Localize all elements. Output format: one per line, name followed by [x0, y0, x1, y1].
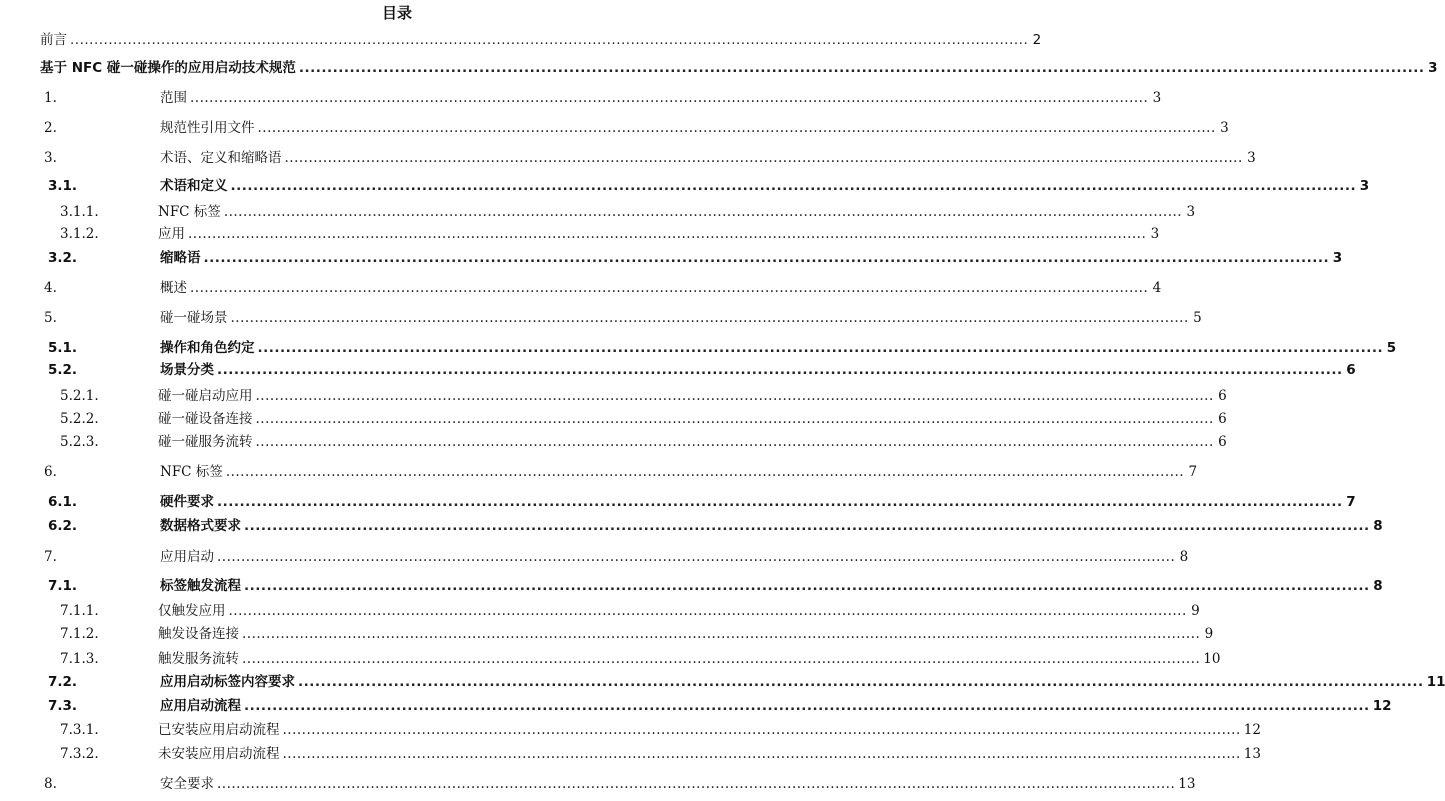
toc-entry-number: 6.1.	[48, 494, 78, 510]
toc-entry[interactable]	[0, 244, 1343, 266]
toc-entry[interactable]	[0, 512, 1383, 534]
toc-entry-page: 4	[1152, 280, 1162, 296]
toc-leader-dots: ........................................................................................................................................................................................................	[298, 60, 1425, 76]
toc-leader-dots: ........................................................................................................................................................................................................	[230, 310, 1189, 326]
toc-entry[interactable]	[0, 620, 1214, 642]
toc-entry-label: 标签触发流程	[160, 578, 241, 594]
toc-entry-label: 碰一碰服务流转	[158, 434, 253, 450]
toc-leader-dots: ........................................................................................................................................................................................................	[223, 204, 1183, 220]
toc-leader-dots: ........................................................................................................................................................................................................	[217, 494, 1343, 510]
toc-entry-number: 7.3.2.	[60, 746, 99, 762]
toc-entry-number: 6.	[44, 464, 57, 480]
toc-leader-dots: ........................................................................................................................................................................................................	[244, 518, 1370, 534]
toc-entry-number: 5.1.	[48, 340, 78, 356]
toc-entry[interactable]	[0, 84, 1162, 106]
toc-entry-number: 5.2.3.	[60, 434, 99, 450]
toc-entry-page: 13	[1178, 776, 1196, 792]
toc-leader-dots: ........................................................................................................................................................................................................	[255, 388, 1214, 404]
toc-leader-dots: ........................................................................................................................................................................................................	[70, 32, 1029, 48]
toc-entry-label: 未安装应用启动流程	[158, 746, 280, 762]
toc-entry-page: 3	[1152, 90, 1162, 106]
toc-entry-label: 仅触发应用	[158, 603, 226, 619]
toc-entry[interactable]	[0, 597, 1200, 619]
toc-entry-number: 2.	[44, 120, 57, 136]
toc-entry-page: 3	[1332, 250, 1343, 266]
toc-leader-dots: ........................................................................................................................................................................................................	[190, 90, 1149, 106]
toc-entry-label: 前言	[40, 32, 67, 48]
toc-entry-number: 3.	[44, 150, 57, 166]
toc-entry-page: 6	[1218, 388, 1227, 404]
toc-entry-page: 9	[1191, 603, 1200, 619]
toc-entry-number: 7.2.	[48, 674, 78, 690]
toc-entry-number: 1.	[44, 90, 57, 106]
toc-entry-number: 7.1.1.	[60, 603, 99, 619]
toc-entry-page: 3	[1247, 150, 1256, 166]
toc-entry-label: 硬件要求	[160, 494, 214, 510]
toc-entry[interactable]	[0, 304, 1202, 326]
toc-entry-label: 应用启动流程	[160, 698, 241, 714]
toc-entry[interactable]	[0, 543, 1189, 565]
toc-leader-dots: ........................................................................................................................................................................................................	[244, 698, 1370, 714]
toc-leader-dots: ........................................................................................................................................................................................................	[188, 226, 1147, 242]
toc-entry-page: 3	[1150, 226, 1160, 242]
toc-entry-number: 5.2.1.	[60, 388, 99, 404]
toc-entry-label: 规范性引用文件	[160, 120, 255, 136]
toc-entry-page: 3	[1186, 204, 1196, 220]
toc-leader-dots: ........................................................................................................................................................................................................	[284, 150, 1243, 166]
toc-entry-label: 应用	[158, 226, 185, 242]
toc-entry-label: 碰一碰设备连接	[158, 411, 253, 427]
toc-entry-number: 7.	[44, 549, 57, 565]
toc-leader-dots: ........................................................................................................................................................................................................	[255, 434, 1214, 450]
toc-entry[interactable]	[0, 220, 1160, 242]
toc-entry-page: 13	[1243, 746, 1261, 762]
toc-entry[interactable]	[0, 54, 1438, 76]
toc-entry[interactable]	[0, 172, 1370, 194]
toc-entry-number: 5.	[44, 310, 57, 326]
toc-leader-dots: ........................................................................................................................................................................................................	[217, 549, 1176, 565]
toc-entry-number: 4.	[44, 280, 57, 296]
toc-entry[interactable]	[0, 356, 1356, 378]
toc-entry[interactable]	[0, 668, 1445, 690]
toc-entry-number: 3.2.	[48, 250, 78, 266]
toc-entry[interactable]	[0, 458, 1198, 480]
toc-entry-label: 范围	[160, 90, 187, 106]
toc-entry-label: 数据格式要求	[160, 518, 241, 534]
toc-entry-label: 应用启动	[160, 549, 214, 565]
toc-entry-page: 11	[1426, 674, 1445, 690]
toc-entry-number: 7.3.1.	[60, 722, 99, 738]
toc-leader-dots: ........................................................................................................................................................................................................	[242, 626, 1201, 642]
toc-leader-dots: ........................................................................................................................................................................................................	[225, 464, 1185, 480]
toc-entry-page: 12	[1372, 698, 1392, 714]
toc-entry-number: 3.1.2.	[60, 226, 99, 242]
toc-entry-number: 3.1.1.	[60, 204, 99, 220]
toc-leader-dots: ........................................................................................................................................................................................................	[217, 776, 1176, 792]
toc-entry-label: NFC 标签	[158, 204, 221, 220]
toc-title: 目录	[381, 4, 412, 22]
toc-entry-label: 安全要求	[160, 776, 214, 792]
toc-entry-page: 8	[1373, 578, 1383, 594]
toc-entry[interactable]	[0, 428, 1227, 450]
toc-entry-page: 5	[1386, 340, 1397, 356]
toc-entry[interactable]	[0, 274, 1162, 296]
toc-leader-dots: ........................................................................................................................................................................................................	[217, 362, 1343, 378]
toc-entry-number: 5.2.2.	[60, 411, 99, 427]
toc-entry[interactable]	[0, 645, 1221, 667]
toc-entry-label: 已安装应用启动流程	[158, 722, 280, 738]
toc-entry-label: 操作和角色约定	[160, 340, 255, 356]
toc-entry-page: 3	[1428, 60, 1438, 76]
toc-entry-label: 碰一碰场景	[160, 310, 228, 326]
toc-entry[interactable]	[0, 572, 1383, 594]
toc-entry-label: 术语和定义	[160, 178, 228, 194]
toc-entry[interactable]	[0, 114, 1229, 136]
toc-leader-dots: ........................................................................................................................................................................................................	[257, 120, 1216, 136]
toc-entry-page: 12	[1243, 722, 1261, 738]
toc-entry[interactable]	[0, 770, 1196, 792]
toc-entry-page: 3	[1359, 178, 1370, 194]
toc-entry-number: 5.2.	[48, 362, 78, 378]
toc-leader-dots: ........................................................................................................................................................................................................	[230, 178, 1357, 194]
toc-entry[interactable]	[0, 740, 1261, 762]
toc-entry-number: 3.1.	[48, 178, 78, 194]
toc-entry-page: 6	[1346, 362, 1356, 378]
toc-entry[interactable]	[0, 26, 1042, 48]
toc-entry-label: 碰一碰启动应用	[158, 388, 253, 404]
toc-entry-page: 6	[1218, 411, 1227, 427]
toc-leader-dots: ........................................................................................................................................................................................................	[257, 340, 1384, 356]
toc-entry[interactable]	[0, 405, 1227, 427]
toc-entry-number: 7.1.3.	[60, 651, 99, 667]
toc-leader-dots: ........................................................................................................................................................................................................	[242, 651, 1201, 667]
toc-leader-dots: ........................................................................................................................................................................................................	[228, 603, 1187, 619]
toc-entry-number: 7.1.2.	[60, 626, 99, 642]
toc-entry[interactable]	[0, 382, 1227, 404]
toc-entry-page: 8	[1179, 549, 1189, 565]
toc-entry[interactable]	[0, 334, 1397, 356]
toc-entry-label: 术语、定义和缩略语	[160, 150, 282, 166]
toc-entry-label: 缩略语	[160, 250, 201, 266]
toc-leader-dots: ........................................................................................................................................................................................................	[255, 411, 1214, 427]
toc-entry-number: 8.	[44, 776, 57, 792]
toc-entry-label: 概述	[160, 280, 187, 296]
toc-entry[interactable]	[0, 716, 1261, 738]
toc-entry[interactable]	[0, 488, 1356, 510]
toc-entry-label: 应用启动标签内容要求	[160, 674, 295, 690]
toc-entry-number: 7.3.	[48, 698, 78, 714]
toc-entry-page: 8	[1373, 518, 1383, 534]
toc-leader-dots: ........................................................................................................................................................................................................	[282, 746, 1241, 762]
toc-entry-label: 基于 NFC 碰一碰操作的应用启动技术规范	[40, 60, 296, 76]
toc-leader-dots: ........................................................................................................................................................................................................	[244, 578, 1370, 594]
toc-entry-number: 7.1.	[48, 578, 78, 594]
toc-entry-label: 触发设备连接	[158, 626, 239, 642]
toc-leader-dots: ........................................................................................................................................................................................................	[298, 674, 1424, 690]
toc-entry-label: NFC 标签	[160, 464, 223, 480]
toc-entry-page: 9	[1204, 626, 1214, 642]
toc-entry-page: 2	[1032, 32, 1042, 48]
toc-entry-page: 10	[1203, 651, 1221, 667]
toc-entry[interactable]	[0, 198, 1196, 220]
toc-entry-page: 7	[1346, 494, 1356, 510]
toc-leader-dots: ........................................................................................................................................................................................................	[282, 722, 1241, 738]
toc-entry[interactable]	[0, 144, 1256, 166]
toc-leader-dots: ........................................................................................................................................................................................................	[190, 280, 1149, 296]
toc-entry-number: 6.2.	[48, 518, 78, 534]
toc-entry-page: 7	[1188, 464, 1198, 480]
toc-entry[interactable]	[0, 692, 1392, 714]
toc-leader-dots: ........................................................................................................................................................................................................	[203, 250, 1330, 266]
toc-entry-page: 6	[1218, 434, 1227, 450]
toc-entry-label: 触发服务流转	[158, 651, 239, 667]
toc-entry-page: 5	[1193, 310, 1202, 326]
toc-entry-page: 3	[1220, 120, 1229, 136]
toc-entry-label: 场景分类	[160, 362, 214, 378]
